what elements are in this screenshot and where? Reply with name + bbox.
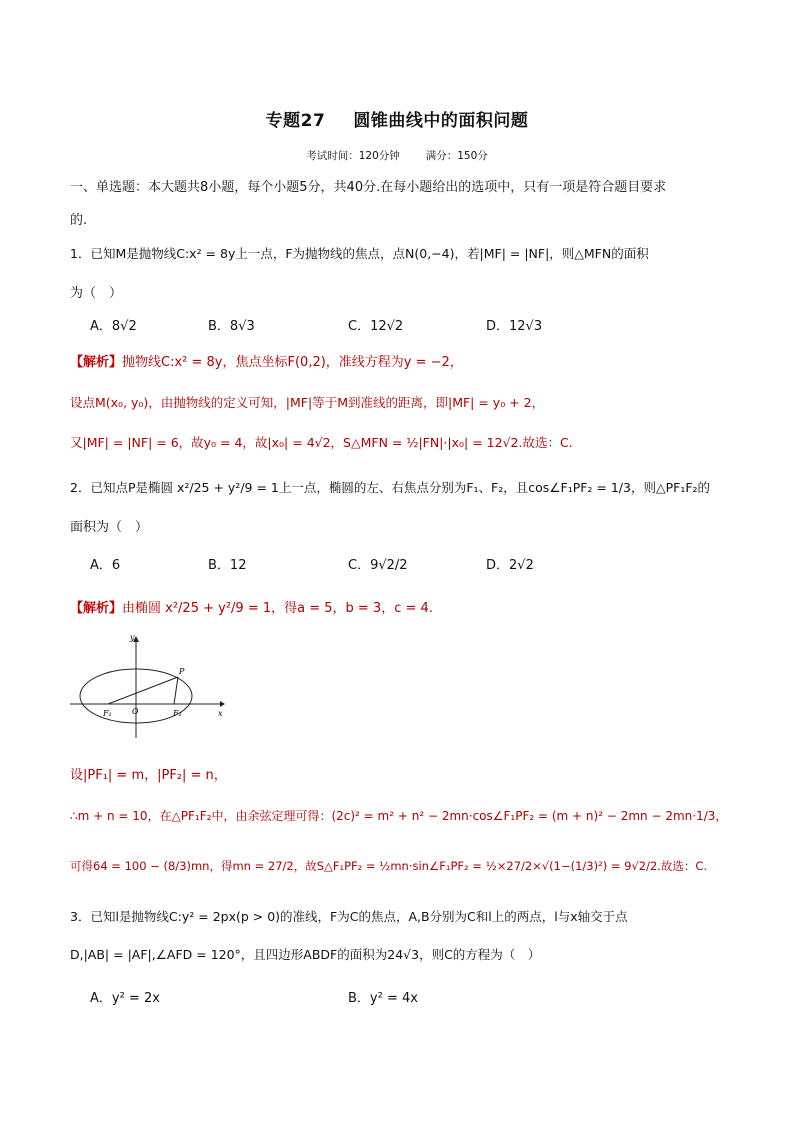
segment-pf1 — [108, 677, 178, 704]
exam-time: 考试时间：120分钟 — [306, 150, 400, 162]
q2-solution-line1 — [70, 597, 433, 616]
segment-pf2 — [174, 677, 178, 704]
q2-solution-line3: ∴m + n = 10，在△PF₁F₂中，由余弦定理可得：(2c)² = m² + n² − 2mn·cos∠F₁PF₂ = (m + n)² − 2mn − 2mn·1/3， — [70, 809, 728, 823]
q1-solution-text1: 抛物线C:x² = 8y，焦点坐标F(0,2)，准线方程为y = −2， — [122, 355, 463, 370]
q3-option-b: B．y² = 4x — [348, 991, 418, 1006]
section-header-line1: 一、单选题：本大题共8小题，每个小题5分，共40分.在每小题给出的选项中，只有一项是符合题目要求 — [70, 180, 667, 195]
q1-option-b: B．8√3 — [208, 319, 255, 334]
q2-stem-line2: 面积为（ ） — [70, 520, 149, 535]
page-title — [0, 106, 794, 131]
q1-option-c: C．12√2 — [348, 319, 404, 334]
label-f1: F₁ — [103, 709, 112, 718]
q1-solution-line2: 设点M(x₀, y₀)，由抛物线的定义可知，|MF|等于M到准线的距离，即|MF| = y₀ + 2， — [70, 395, 545, 410]
q2-solution-line4: 可得64 = 100 − (8/3)mn，得mn = 27/2，故S△F₁PF₂ = ½mn·sin∠F₁PF₂ = ½×27/2×√(1−(1/3)²) = 9√2/2.故选：C. — [70, 859, 708, 873]
title-number: 专题27 — [265, 111, 326, 131]
solution-tag: 【解析】 — [70, 601, 123, 616]
q1-solution-line3: 又|MF| = |NF| = 6，故y₀ = 4，故|x₀| = 4√2，S△MFN = ½|FN|·|x₀| = 12√2.故选：C. — [70, 435, 573, 450]
q2-option-a: A．6 — [90, 558, 121, 573]
q2-option-d: D．2√2 — [486, 558, 534, 573]
q3-option-a: A．y² = 2x — [90, 991, 160, 1006]
q1-stem-line2: 为（ ） — [70, 286, 123, 301]
q1-option-d: D．12√3 — [486, 319, 543, 334]
title-text: 圆锥曲线中的面积问题 — [353, 111, 529, 131]
label-y: y — [130, 633, 135, 642]
q1-stem-line1: 1．已知M是抛物线C:x² = 8y上一点，F为抛物线的焦点，点N(0,−4)，若|MF| = |NF|，则△MFN的面积 — [70, 246, 649, 261]
label-p: P — [179, 667, 185, 676]
exam-info — [0, 148, 794, 163]
q3-stem-line1: 3．已知l是抛物线C:y² = 2px(p > 0)的准线，F为C的焦点，A,B分别为C和l上的两点，l与x轴交于点 — [70, 909, 628, 924]
label-o: O — [132, 707, 139, 716]
q3-stem-line2: D,|AB| = |AF|,∠AFD = 120°，且四边形ABDF的面积为24√3，则C的方程为（ ） — [70, 947, 541, 962]
q2-solution-line2: 设|PF₁| = m，|PF₂| = n， — [70, 768, 227, 783]
q1-option-a: A．8√2 — [90, 319, 137, 334]
q2-stem-line1: 2．已知点P是椭圆 x²/25 + y²/9 = 1上一点，椭圆的左、右焦点分别为F₁、F₂，且cos∠F₁PF₂ = 1/3，则△PF₁F₂的 — [70, 480, 711, 495]
label-f2: F₂ — [173, 709, 182, 718]
q2-option-b: B．12 — [208, 558, 247, 573]
q2-option-c: C．9√2/2 — [348, 558, 408, 573]
ellipse-figure — [70, 630, 235, 742]
q1-solution-line1 — [70, 351, 463, 370]
q2-solution-text1: 由椭圆 x²/25 + y²/9 = 1，得a = 5，b = 3，c = 4. — [122, 601, 433, 616]
exam-score: 满分：150分 — [425, 150, 488, 162]
solution-tag: 【解析】 — [70, 355, 123, 370]
x-axis-arrow — [220, 701, 225, 707]
label-x: x — [218, 709, 223, 718]
section-header-line2: 的. — [70, 213, 88, 228]
